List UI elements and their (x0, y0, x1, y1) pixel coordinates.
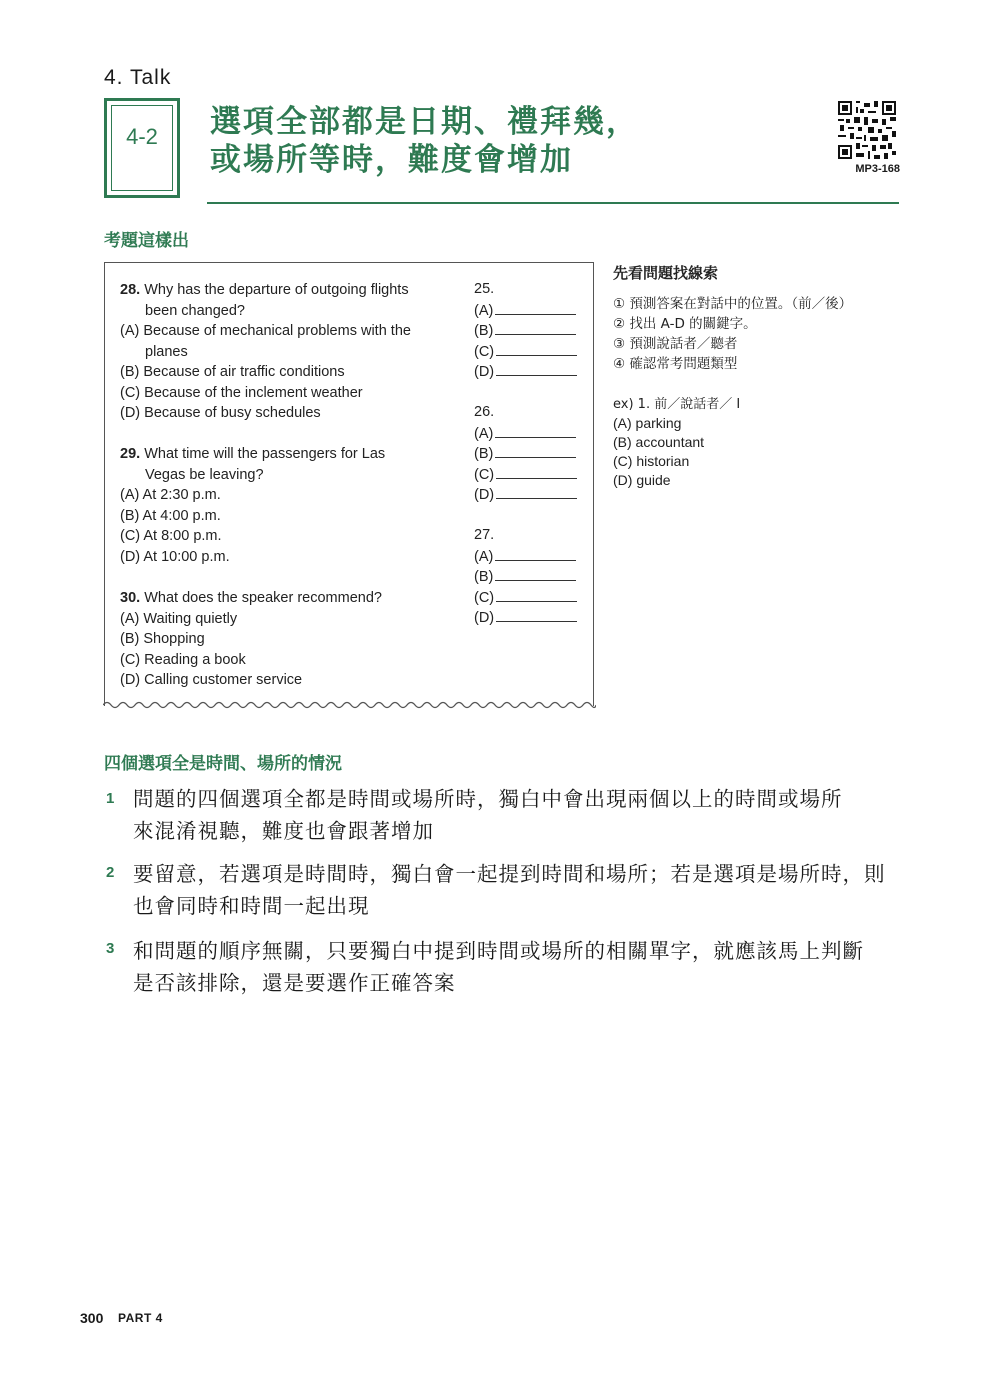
footer-part-label: PART 4 (118, 1311, 163, 1325)
example-header: ex) 1. 前／說話者／ I (613, 397, 741, 412)
example-option: (D) guide (613, 472, 671, 488)
title-divider (207, 202, 899, 204)
page-title-line1: 選項全部都是日期、禮拜幾， (210, 104, 639, 140)
tip-number: 3 (106, 940, 115, 957)
answer-blank[interactable]: (D) (474, 361, 577, 382)
answer-blank[interactable]: (D) (474, 484, 577, 505)
option: (C) Reading a book (120, 651, 246, 668)
option: (B) Shopping (120, 631, 205, 647)
unit-number-box (104, 98, 180, 198)
tip-text: 問題的四個選項全都是時間或場所時，獨白中會出現兩個以上的時間或場所 來混淆視聽，難度也會跟著增加 (133, 787, 843, 843)
answer-sheet-25 (474, 279, 577, 382)
qr-code-icon (838, 101, 896, 159)
tip-number: 1 (106, 790, 115, 807)
answer-blank[interactable]: (C) (474, 464, 577, 485)
answer-number: 26. (474, 404, 495, 420)
hint-title: 先看問題找線索 (613, 264, 719, 282)
tip-text: 和問題的順序無關，只要獨白中提到時間或場所的相關單字，就應該馬上判斷 是否該排除，還是要選作正確答案 (133, 939, 864, 995)
answer-blank[interactable]: (A) (474, 546, 577, 567)
question-stem: 30. What does the speaker recommend? (120, 590, 382, 606)
hint-step: ④ 確認常考問題類型 (613, 356, 738, 372)
part-label: 4. Talk (104, 66, 172, 89)
answer-number: 27. (474, 527, 495, 543)
answer-sheet-26 (474, 402, 577, 505)
answer-blank[interactable]: (D) (474, 607, 577, 628)
page-title-line2: 或場所等時，難度會增加 (210, 142, 573, 178)
question-stem: 29. What time will the passengers for Las (120, 446, 386, 462)
option: (D) Calling customer service (120, 672, 303, 688)
answer-blank[interactable]: (A) (474, 423, 577, 444)
unit-number: 4-2 (111, 105, 173, 191)
question-29 (120, 444, 385, 567)
option-cont: planes (145, 343, 188, 360)
answer-blank[interactable]: (A) (474, 300, 577, 321)
question-28 (120, 280, 411, 424)
hint-step: ② 找出 A-D 的關鍵字。 (613, 316, 757, 332)
example-option: (B) accountant (613, 434, 705, 450)
option: (A) Because of mechanical problems with the (120, 323, 411, 339)
section-heading-sample: 考題這樣出 (104, 231, 189, 251)
option: (C) Because of the inclement weather (120, 384, 363, 401)
answer-blank[interactable]: (B) (474, 320, 577, 341)
answer-blank[interactable]: (B) (474, 566, 577, 587)
hint-step: ③ 預測說話者／聽者 (613, 336, 738, 352)
option: (B) At 4:00 p.m. (120, 507, 221, 524)
option: (D) Because of busy schedules (120, 405, 321, 421)
mp3-track-label: MP3-168 (855, 163, 900, 175)
hint-step: ① 預測答案在對話中的位置。（前／後） (613, 296, 853, 312)
answer-blank[interactable]: (B) (474, 443, 577, 464)
hint-steps (613, 294, 852, 374)
answer-number: 25. (474, 281, 495, 297)
section-heading-tips: 四個選項全是時間、場所的情況 (104, 754, 342, 774)
question-stem: 28. Why has the departure of outgoing flights (120, 282, 409, 298)
example-option: (C) historian (613, 453, 690, 469)
option: (B) Because of air traffic conditions (120, 364, 345, 380)
tip-number: 2 (106, 864, 115, 881)
question-stem-cont: Vegas be leaving? (145, 466, 264, 483)
answer-sheet-27 (474, 525, 577, 628)
question-30 (120, 588, 382, 691)
torn-edge (103, 698, 596, 712)
tip-text: 要留意，若選項是時間時，獨白會一起提到時間和場所；若是選項是場所時，則 也會同時和時間一起出現 (133, 862, 886, 918)
page-number: 300 (80, 1310, 104, 1326)
hint-example (613, 395, 740, 490)
example-option: (A) parking (613, 415, 682, 431)
option: (A) Waiting quietly (120, 610, 238, 627)
option: (A) At 2:30 p.m. (120, 487, 221, 503)
option: (C) At 8:00 p.m. (120, 528, 222, 544)
question-stem-cont: been changed? (145, 302, 245, 319)
answer-blank[interactable]: (C) (474, 587, 577, 608)
option: (D) At 10:00 p.m. (120, 548, 230, 565)
answer-blank[interactable]: (C) (474, 341, 577, 362)
